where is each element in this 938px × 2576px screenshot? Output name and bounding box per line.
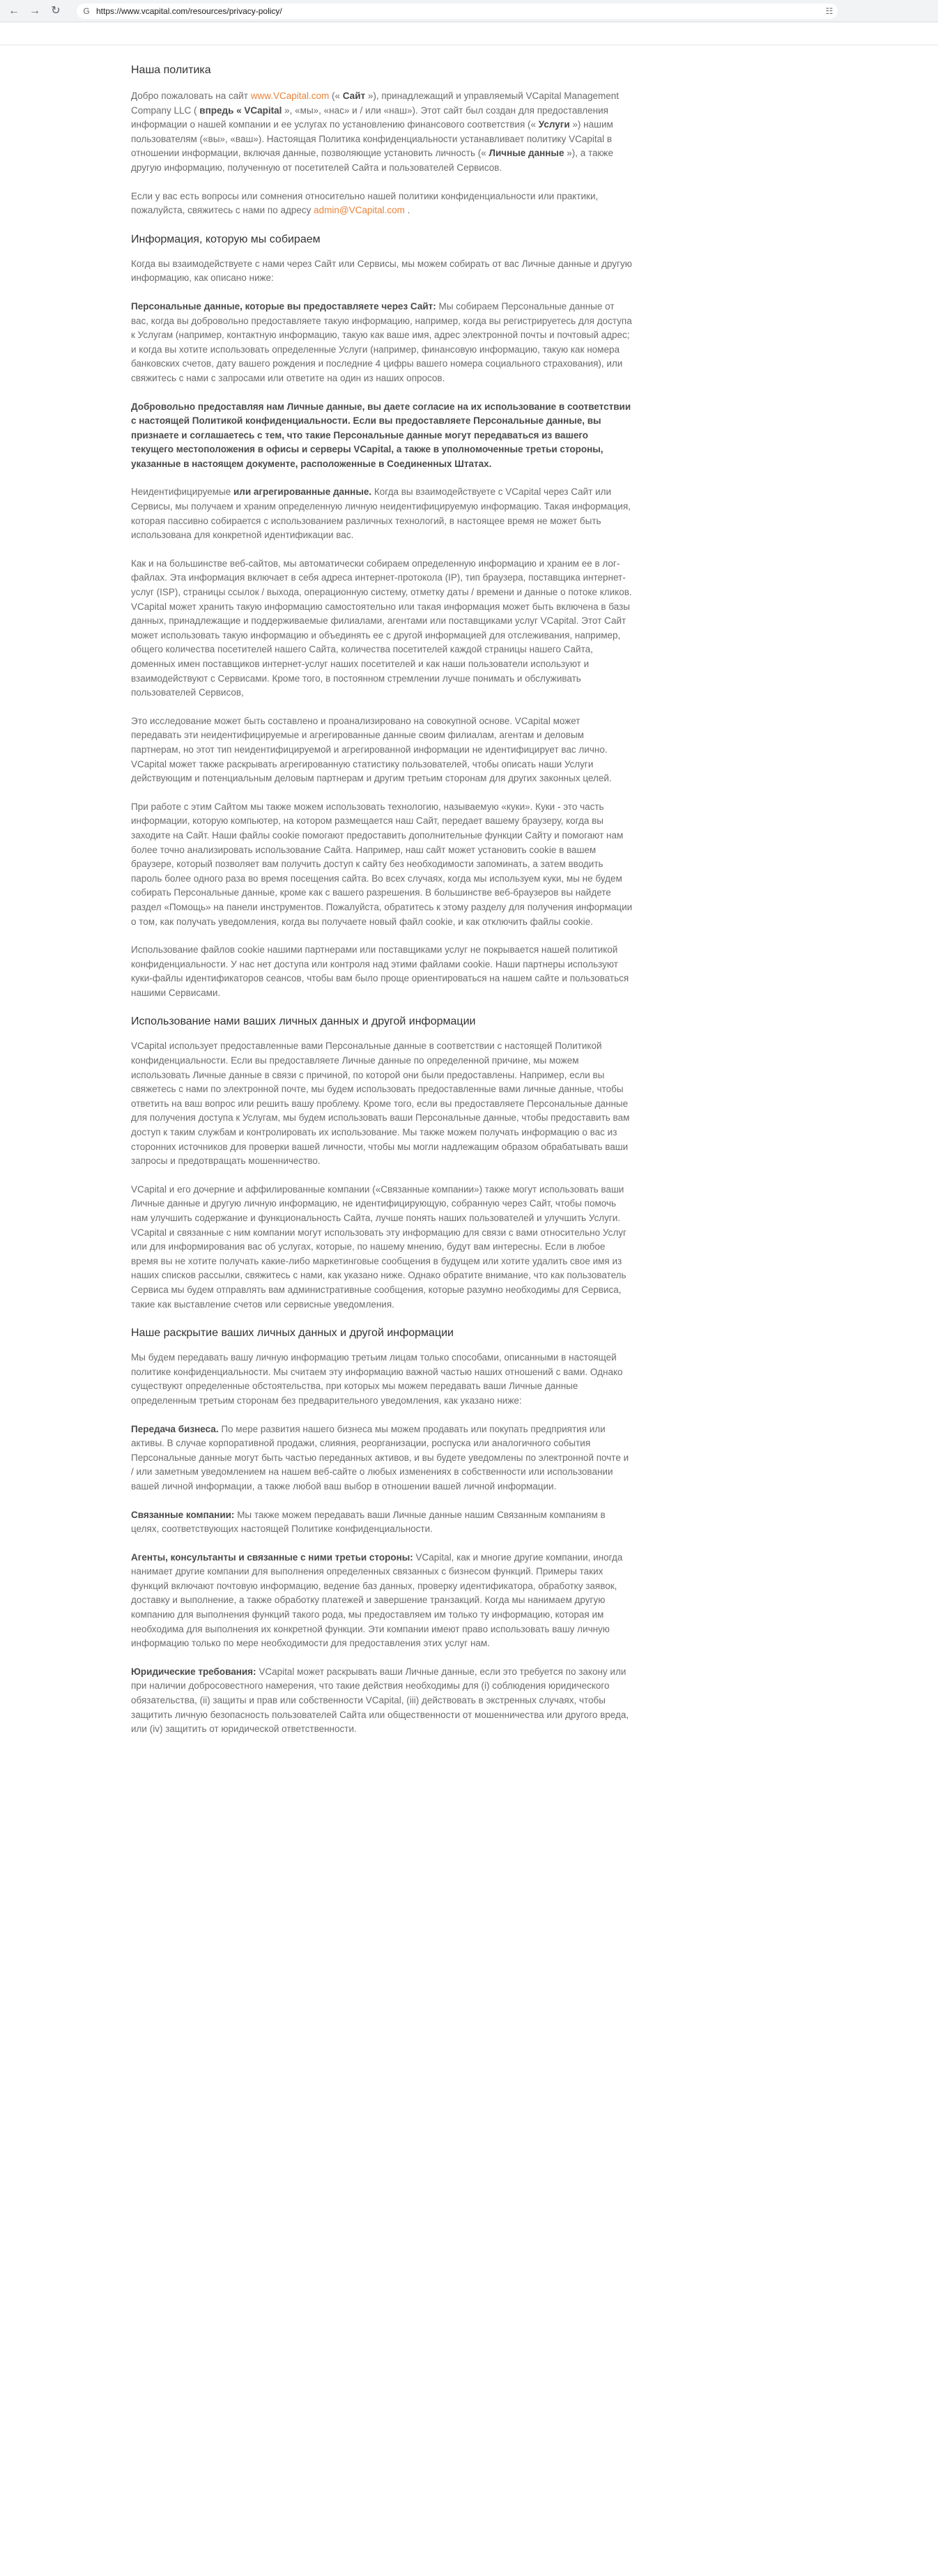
- url-text[interactable]: https://www.vcapital.com/resources/privacy-policy/: [96, 6, 282, 16]
- collect-cookies: При работе с этим Сайтом мы также можем использовать технологию, называемую «куки». Куки - это часть информации, которую компьютер, на котором размещается наш Сайт, передает вашему браузеру, когда вы заходите на Сайт. Наши файлы cookie помогают предоставить дополнительные функции Сайту и помогают нам более точно анализировать использование Сайта. Например, наш сайт может установить cookie в вашем браузере, который позволяет вам получить доступ к сайту без необходимости запоминать, а затем вводить пароль более одного раза во время посещения сайта. Во всех случаях, когда мы используем куки, мы не будем собирать Персональные данные, кроме как с вашего разрешения. В большинстве веб-браузеров вы найдете раздел «Помощь» на панели инструментов. Пожалуйста, обратитесь к этому разделу для получения информации о том, как получать уведомления, когда вы получаете новый файл cookie, и как отключить файлы cookie.: [131, 801, 633, 927]
- disclosure-agents: Агенты, консультанты и связанные с ними третьи стороны: VCapital, как и многие другие компании, иногда нанимает другие компании для выполнения определенных связанных с бизнесом функций. Примеры таких функций включают почтовую информацию, ведение баз данных, проверку идентификатора, обработку заявок, доставку и выполнение, а также обработку платежей и завершение транзакций. Когда мы нанимаем другую компанию для выполнения функций такого рода, мы предоставляем им только ту информацию, которая им необходима для выполнения их конкретной функции. Эти компании имеют право использовать вашу личную информацию только по мере необходимости для предоставления этих услуг нам.: [131, 1551, 623, 1649]
- collect-partner-cookies: Использование файлов cookie нашими партнерами или поставщиками услуг не покрывается нашей политикой конфиденциальности. У нас нет доступа или контроля над этими файлами cookie. Наши партнеры используют куки-файлы идентификаторов сеансов, чтобы вам было проще ориентироваться на нашем сайте и пользоваться нашими Сервисами.: [131, 944, 629, 998]
- contact-paragraph: Если у вас есть вопросы или сомнения относительно нашей политики конфиденциальности или практики, пожалуйста, свяжитесь с нами по адресу admin@VCapital.com .: [131, 190, 599, 216]
- section-title-disclosure: Наше раскрытие ваших личных данных и другой информации: [131, 1327, 454, 1340]
- disclosure-business: Передача бизнеса. По мере развития нашего бизнеса мы можем продавать или покупать предприятия или активы. В случае корпоративной продажи, слияния, реорганизации, роспуска или аналогичного события Персональные данные могут быть частью переданных активов, и вы будете уведомлены по электронной почте и / или заметным уведомлением на нашем веб-сайте о любых изменениях в собственности или использовании вашей личной информации, а также любой ваш выбор в отношении вашей личной информации.: [131, 1423, 629, 1492]
- collect-logs: Как и на большинстве веб-сайтов, мы автоматически собираем определенную информацию и храним ее в лог-файлах. Эта информация включает в себя адреса интернет-протокола (IP), тип браузера, поставщика интернет-услуг (ISP), страницы ссылок / выхода, операционную систему, отметку даты / времени и данные о потоке кликов. VCapital может хранить такую информацию самостоятельно или такая информация может быть включена в базы данных, принадлежащие и поддерживаемые филиалами, агентами или поставщиками услуг VCapital. Этот Сайт может использовать такую информацию и объединять ее с другой информацией для отслеживания, например, общего количества посетителей нашего Сайта, количества посетителей каждой страницы нашего Сайта, доменных имен поставщиков интернет-услуг наших посетителей и как наши пользователи используют и взаимодействуют с Сервисами. Кроме того, в постоянном стремлении лучше понимать и обслуживать пользователей Сервисов,: [131, 558, 632, 698]
- reload-icon[interactable]: ↻: [51, 5, 61, 17]
- disclosure-intro: Мы будем передавать вашу личную информацию третьим лицам только способами, описанными в настоящей политике конфиденциальности. Мы считаем эту информацию важной частью наших отношений с вами. Однако существуют определенные обстоятельства, при которых мы можем передавать ваши Личные данные определенным третьим сторонам без предварительного уведомления, как указано ниже:: [131, 1352, 623, 1406]
- collect-personal: Персональные данные, которые вы предоставляете через Сайт: Мы собираем Персональные данные от вас, когда вы добровольно предоставляете такую информацию, например, когда вы регистрируетесь для доступа к Услугам (например, контактную информацию, такую как ваше имя, адрес электронной почты и почтовый адрес; и когда вы хотите использовать определенные Услуги (например, финансовую информацию, такую как номера банковских счетов, дату вашего рождения и последние 4 цифры вашего номера социального страхования), или свяжитесь с нами с запросами или ответите на один из наших опросов.: [131, 300, 632, 383]
- intro-paragraph: Добро пожаловать на сайт www.VCapital.com (« Сайт »), принадлежащий и управляемый VCapital Management Company LLC ( впредь « VCapital », «мы», «нас» и / или «наш»). Этот сайт был создан для предоставления информации о нашей компании и ее услугах по установлению финансового соответствия (« Услуги ») нашим пользователям («вы», «ваш»). Настоящая Политика конфиденциальности устанавливает политику VCapital в отношении информации, включая данные, позволяющие установить личность (« Личные данные »), а также другую информацию, полученную от посетителей Сайта и пользователей Сервисов.: [131, 91, 620, 173]
- collect-consent: Добровольно предоставляя нам Личные данные, вы даете согласие на их использование в соответствии с настоящей Политикой конфиденциальности. Если вы предоставляете Персональные данные, вы признаете и соглашаетесь с тем, что такие Персональные данные могут передаваться из вашего текущего местоположения в офисы и серверы VCapital, а также в уполномоченные третьи стороны, указанные в настоящем документе, расположенные в Соединенных Штатах.: [131, 401, 631, 469]
- browser-toolbar: [0, 0, 938, 22]
- use-paragraph-2: VCapital и его дочерние и аффилированные компании («Связанные компании») также могут использовать ваши Личные данные и другую личную информацию, не идентифицирующую, собранную через Сайт, чтобы помочь нам улучшить содержание и функциональность Сайта, лучше понять наших пользователей и улучшить Услуги. VCapital и связанные с ним компании могут использовать эту информацию для связи с вами относительно Услуг или для информирования вас об услугах, которые, по нашему мнению, будут вам интересны. Если в любое время вы не хотите получать какие-либо маркетинговые сообщения в будущем или хотите удалить свое имя из наших списков рассылки, свяжитесь с нами, как указано ниже. Однако обратите внимание, что как пользователь Сервиса мы будем отправлять вам административные сообщения, которые разумно необходимы для Сервиса, такие как выставление счетов или сервисные уведомления.: [131, 1183, 626, 1310]
- arrow-right-icon[interactable]: →: [29, 5, 40, 17]
- google-g-icon: G: [83, 6, 90, 16]
- use-paragraph-1: VCapital использует предоставленные вами Персональные данные в соответствии с настоящей Политикой конфиденциальности. Если вы предоставляете Личные данные по определенной причине, мы можем использовать Личные данные в связи с причиной, по которой они были предоставлены. Например, если вы свяжетесь с нами по электронной почте, мы будем использовать предоставленные вами личные данные, чтобы ответить на ваш вопрос или решить вашу проблему. Кроме того, если вы предоставляете Персональные данные для получения доступа к Услугам, мы будем использовать ваши Персональные данные, чтобы предоставить вам доступ к таким службам и контролировать их использование. Мы также можем получать информацию о вас из сторонних источников для проверки вашей личности, чтобы мы могли надлежащим образом обрабатывать ваши запросы и предотвращать мошенничество.: [131, 1041, 630, 1167]
- policy-content: [131, 49, 633, 1751]
- section-title-use: Использование нами ваших личных данных и другой информации: [131, 1015, 476, 1028]
- email-link[interactable]: admin@VCapital.com: [314, 205, 405, 216]
- arrow-left-icon[interactable]: ←: [8, 5, 20, 17]
- section-title-collect: Информация, которую мы собираем: [131, 233, 321, 245]
- page-title: Наша политика: [131, 64, 211, 76]
- collect-intro: Когда вы взаимодействуете с нами через Сайт или Сервисы, мы можем собирать от вас Личные данные и другую информацию, как описано ниже:: [131, 258, 632, 284]
- disclosure-related: Связанные компании: Мы также можем передавать ваши Личные данные нашим Связанным компаниям в целях, соответствующих настоящей Политике конфиденциальности.: [131, 1509, 606, 1535]
- address-bar[interactable]: [77, 3, 838, 19]
- reader-mode-icon[interactable]: ☷: [825, 6, 833, 16]
- collect-aggregate: Это исследование может быть составлено и проанализировано на совокупной основе. VCapital может передавать эти неидентифицируемые и агрегированные данные своим филиалам, агентам и деловым партнерам, но этот тип неидентифицируемой и агрегированной информации не идентифицирует вас лично. VCapital может также раскрывать агрегированную статистику пользователей, чтобы описать наши Услуги действующим и потенциальным деловым партнерам и другим третьим сторонам для других законных целей.: [131, 715, 612, 784]
- collect-nonid: Неидентифицируемые или агрегированные данные. Когда вы взаимодействуете с VCapital через Сайт или Сервисы, мы получаем и храним определенную личную неидентифицируемую информацию. Такая информация, которая пассивно собирается с использованием различных технологий, в настоящее время не может быть использована для конкретной идентификации вас.: [131, 486, 631, 541]
- site-link[interactable]: www.VCapital.com: [250, 91, 330, 101]
- disclosure-legal: Юридические требования: VCapital может раскрывать ваши Личные данные, если это требуется по закону или при наличии добросовестного намерения, что такие действия необходимы для (i) соблюдения юридического обязательства, (ii) защиты и прав или собственности VCapital, (iii) действовать в экстренных случаях, чтобы защитить личную безопасность пользователей Сайта или общественности от мошенничества или другого вреда, или (iv) защитить от юридической ответственности.: [131, 1666, 629, 1735]
